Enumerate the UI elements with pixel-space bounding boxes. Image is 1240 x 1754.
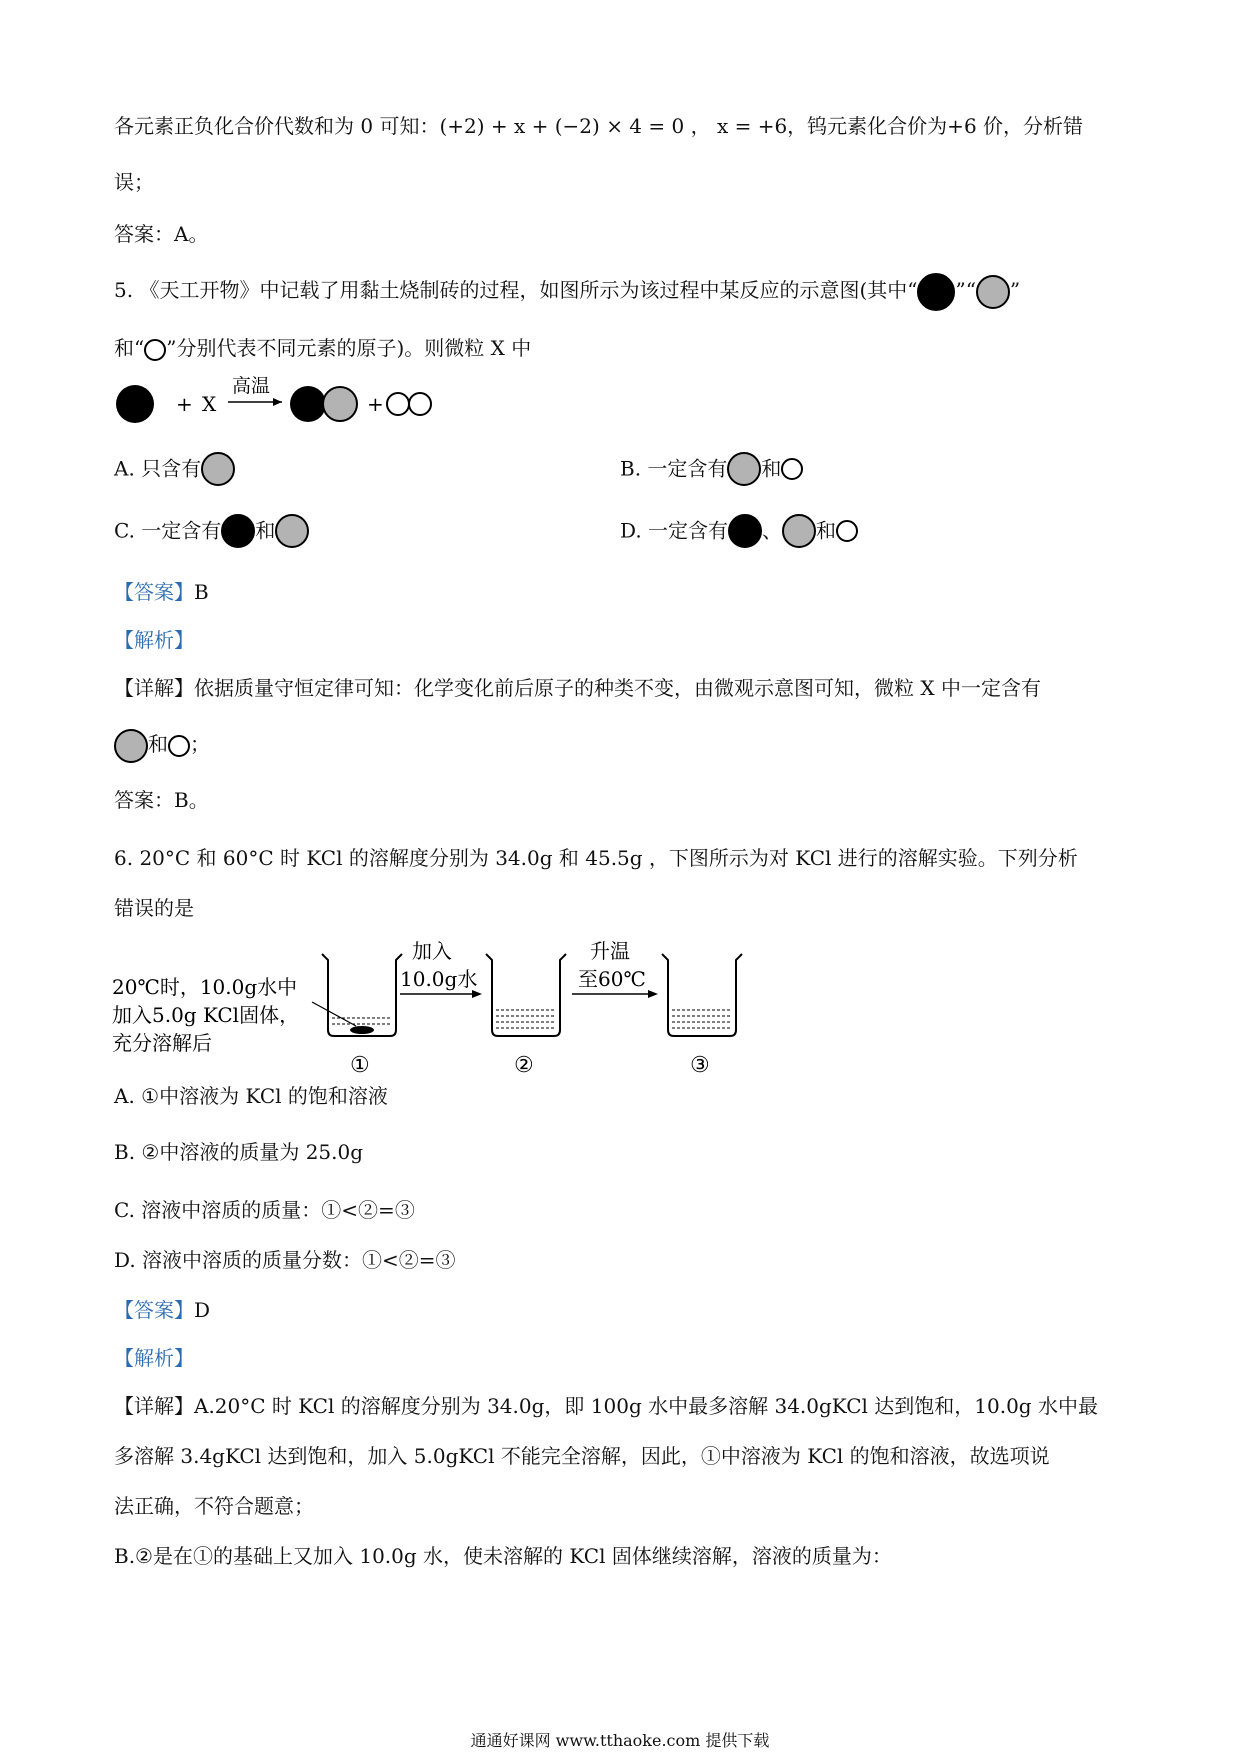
analysis-tag: 【解析】 xyxy=(114,1346,194,1370)
q6-option-c[interactable]: C. 溶液中溶质的质量：①<②=③ xyxy=(114,1198,415,1222)
option-text: 、 xyxy=(762,518,783,543)
x-particle: X xyxy=(202,392,217,416)
white-atom-icon xyxy=(836,520,858,542)
q5-detail-line2 xyxy=(114,726,210,763)
arrow-label: 加入 xyxy=(412,939,452,963)
option-label: D. 一定含有 xyxy=(620,518,729,543)
option-label: B. 一定含有 xyxy=(620,456,728,481)
beaker-label: ② xyxy=(514,1053,534,1078)
reaction-equation xyxy=(114,372,454,432)
answer-tag: 【答案】 xyxy=(114,1298,194,1322)
detail-text: ； xyxy=(190,732,210,756)
reaction-condition: 高温 xyxy=(232,375,271,397)
reaction-svg xyxy=(114,372,454,432)
black-atom-icon xyxy=(728,514,762,548)
quote-text: 和“ xyxy=(114,336,145,360)
condition-text: 20℃时，10.0g水中 xyxy=(112,975,298,999)
option-text: 和 xyxy=(761,456,782,481)
q5-stem-text: 5. 《天工开物》中记载了用黏土烧制砖的过程，如图所示为该过程中某反应的示意图(其中“ xyxy=(114,278,918,302)
pointer-line xyxy=(312,1002,356,1026)
q5-option-b[interactable] xyxy=(620,448,803,488)
detail-text: 依据质量守恒定律可知：化学变化前后原子的种类不变，由微观示意图可知，微粒 X 中一定含有 xyxy=(194,676,1041,700)
white-atom-icon xyxy=(387,393,409,415)
beaker-2 xyxy=(486,954,566,1036)
q6-analysis xyxy=(114,1344,194,1372)
arrow-label: 至60℃ xyxy=(578,967,646,991)
q6-option-b[interactable]: B. ②中溶液的质量为 25.0g xyxy=(114,1140,364,1164)
q5-stem-line1 xyxy=(114,270,1020,311)
q6-stem-line1: 6. 20°C 和 60°C 时 KCl 的溶解度分别为 34.0g 和 45.5g ，下图所示为对 KCl 进行的溶解实验。下列分析 xyxy=(114,846,1078,870)
option-label: C. 一定含有 xyxy=(114,518,222,543)
white-atom-icon xyxy=(781,458,803,480)
q6-option-d[interactable]: D. 溶液中溶质的质量分数：①<②=③ xyxy=(114,1248,456,1272)
q5-stem-line2 xyxy=(114,334,531,362)
answer-value: D xyxy=(194,1298,211,1322)
q6-option-a[interactable]: A. ①中溶液为 KCl 的饱和溶液 xyxy=(114,1084,388,1108)
white-atom-icon xyxy=(168,735,190,757)
q6-answer xyxy=(114,1296,210,1324)
q5-option-c[interactable] xyxy=(114,510,309,550)
q6-detail-line1 xyxy=(114,1392,1098,1420)
black-atom-icon xyxy=(290,386,326,422)
arrow-label: 升温 xyxy=(590,939,630,963)
detail-tag: 【详解】 xyxy=(114,1394,194,1418)
gray-atom-icon xyxy=(323,387,357,421)
q5-final-answer: 答案：B。 xyxy=(114,788,209,812)
quote-text: ” xyxy=(1009,278,1021,302)
plus-sign: + xyxy=(367,392,384,416)
answer-line: 答案：A。 xyxy=(114,222,209,246)
quote-text: ”“ xyxy=(955,278,976,302)
gray-atom-icon xyxy=(976,275,1010,309)
gray-atom-icon xyxy=(114,729,148,763)
q5-option-d[interactable] xyxy=(620,510,858,550)
gray-atom-icon xyxy=(782,514,816,548)
q6-stem-line2: 错误的是 xyxy=(114,896,194,920)
dissolution-svg xyxy=(110,930,750,1078)
q6-detail-line2: 多溶解 3.4gKCl 达到饱和，加入 5.0gKCl 不能完全溶解，因此，①中溶液为 KCl 的饱和溶液，故选项说 xyxy=(114,1444,1050,1468)
gray-atom-icon xyxy=(201,452,235,486)
process-arrowhead xyxy=(472,990,482,998)
page-footer: 通通好课网 www.tthaoke.com 提供下载 xyxy=(470,1731,770,1750)
text-line: 误； xyxy=(114,170,154,194)
option-text: 和 xyxy=(816,518,837,543)
q5-option-a[interactable] xyxy=(114,448,235,488)
dissolution-diagram xyxy=(110,930,750,1078)
analysis-tag: 【解析】 xyxy=(114,628,194,652)
solid-kcl xyxy=(350,1026,374,1034)
answer-tag: 【答案】 xyxy=(114,580,194,604)
white-atom-icon xyxy=(144,339,166,361)
black-atom-icon xyxy=(221,514,255,548)
condition-text: 加入5.0g KCl固体， xyxy=(112,1003,300,1027)
option-label: A. 只含有 xyxy=(114,456,202,481)
option-text: 和 xyxy=(255,518,276,543)
q6-detail-line3: 法正确，不符合题意； xyxy=(114,1494,314,1518)
text-line: 各元素正负化合价代数和为 0 可知：(+2) + x + (−2) × 4 = 0 ， x = +6，钨元素化合价为+6 价，分析错 xyxy=(114,114,1084,138)
arrow-label: 10.0g水 xyxy=(400,967,478,991)
process-arrowhead xyxy=(648,990,658,998)
q5-detail-line1 xyxy=(114,674,1041,702)
q6-detail-line4: B.②是在①的基础上又加入 10.0g 水，使未溶解的 KCl 固体继续溶解，溶液的质量为： xyxy=(114,1544,892,1568)
black-atom-icon xyxy=(116,385,154,423)
detail-tag: 【详解】 xyxy=(114,676,194,700)
condition-text: 充分溶解后 xyxy=(112,1031,212,1055)
beaker-3 xyxy=(662,954,742,1036)
plus-sign: + xyxy=(176,392,193,416)
gray-atom-icon xyxy=(275,514,309,548)
detail-text: A.20°C 时 KCl 的溶解度分别为 34.0g，即 100g 水中最多溶解 34.0gKCl 达到饱和，10.0g 水中最 xyxy=(194,1394,1098,1418)
black-atom-icon xyxy=(917,273,955,311)
q5-analysis xyxy=(114,626,194,654)
beaker-label: ③ xyxy=(690,1053,710,1078)
q5-answer xyxy=(114,578,209,606)
reaction-arrowhead xyxy=(273,398,282,406)
detail-text: 和 xyxy=(148,732,168,756)
white-atom-icon xyxy=(409,393,431,415)
gray-atom-icon xyxy=(727,452,761,486)
q5-stem-text: ”分别代表不同元素的原子)。则微粒 X 中 xyxy=(166,336,532,360)
beaker-label: ① xyxy=(350,1053,370,1078)
answer-value: B xyxy=(194,580,209,604)
